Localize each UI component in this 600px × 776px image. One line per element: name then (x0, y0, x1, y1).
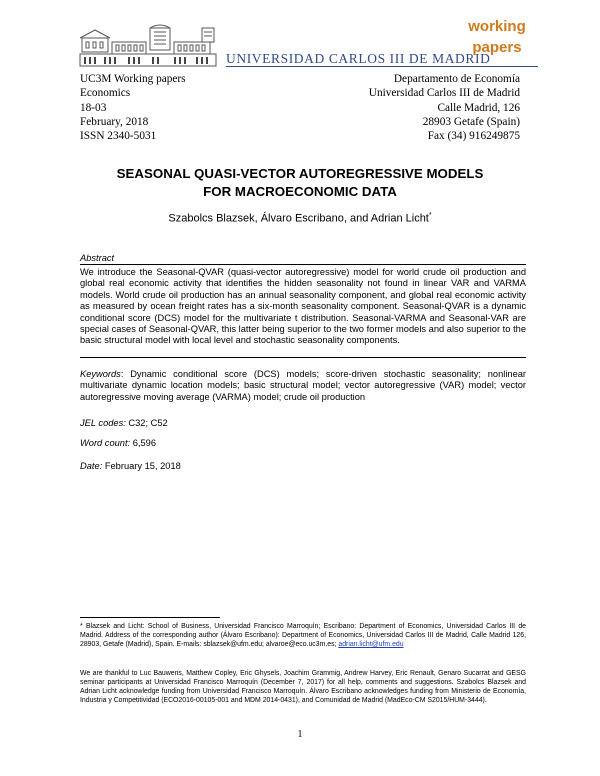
title-line-1: SEASONAL QUASI-VECTOR AUTOREGRESSIVE MODELS (116, 166, 484, 181)
abstract-text: We introduce the Seasonal-QVAR (quasi-vector autoregressive) model for world crude oil production and global real economic activity that identifies the hidden seasonality not found in linear VAR and VARMA models. World crude oil production has an annual seasonality component, and global real economic activity as measured by ocean freight rates has a six-month seasonality component. Seasonal-QVAR is a dynamic conditional score (DCS) model for the multivariate t distribution. Seasonal-VARMA and Seasonal-VAR are special cases of Seasonal-QVAR, this latter being superior to the two former models and also superior to the basic structural model with local level and stochastic seasonality components. (80, 267, 526, 346)
fax-line: Fax (34) 916249875 (427, 130, 520, 143)
jel-codes (80, 418, 168, 428)
abstract-label: Abstract (80, 253, 115, 263)
badge-line-2: papers (472, 39, 522, 56)
authors (80, 212, 520, 225)
series-date: February, 2018 (80, 115, 149, 128)
jel-value: C32; C52 (128, 418, 168, 428)
paper-title (80, 165, 520, 201)
university-logo (78, 24, 220, 68)
department-address (369, 72, 520, 143)
abstract-top-rule (80, 264, 526, 265)
page-number: 1 (297, 729, 303, 740)
working-papers-badge (466, 16, 528, 58)
series-name: UC3M Working papers (80, 73, 186, 85)
author-names: Szabolcs Blazsek, Álvaro Escribano, and Adrian Licht (168, 212, 429, 225)
university-line: Universidad Carlos III de Madrid (368, 87, 520, 100)
footnote-affiliations-text: Blazsek and Licht: School of Business, Universidad Francisco Marroquín; Escribano: Department of Economics, Universidad Carlos III de Madrid. Address of the corresponding author (Álvaro Escribano): Department of Economics, Universidad Carlos III de Madrid, Calle Madrid 126, 28903, Getafe (Madrid), Spain. E-mails: sblazsek@ufm.edu; alvaroe@eco.uc3m.es; (80, 623, 526, 648)
word-count-label: Word count: (80, 438, 131, 448)
email-link[interactable]: adrian.licht@ufm.edu (338, 641, 404, 648)
city-line: 28903 Getafe (Spain) (422, 115, 520, 128)
series-number: 18-03 (80, 101, 107, 114)
date-field (80, 461, 181, 471)
keywords: Keywords: Dynamic conditional score (DCS) models; score-driven stochastic seasonality; nonlinear multivariate dynamic location models; basic structural model; vector autoregressive (VAR) model; vector autoregressive moving average (VARMA) model; crude oil production (80, 369, 527, 402)
date-label: Date: (80, 461, 103, 471)
footnote-affiliations: * Blazsek and Licht: School of Business, Universidad Francisco Marroquín; Escribano: Department of Economics, Universidad Carlos III de Madrid. Address of the corresponding author (Álvaro Escribano): Department of Economics, Universidad Carlos III de Madrid, Calle Madrid 126, 28903, Getafe (Madrid), Spain. E-mails: sblazsek@ufm.edu; alvaroe@eco.uc3m.es; adrian.licht@ufm.edu (80, 623, 526, 648)
street-line: Calle Madrid, 126 (437, 101, 520, 114)
badge-line-1: working (468, 18, 526, 35)
author-footnote-mark: * (428, 212, 432, 219)
abstract-bottom-rule (80, 357, 526, 358)
series-issn: ISSN 2340-5031 (80, 130, 157, 143)
series-field: Economics (80, 87, 131, 100)
university-name: UNIVERSIDAD CARLOS III DE MADRID (226, 51, 491, 66)
keywords-label: Keywords (80, 369, 121, 379)
jel-label: JEL codes: (80, 418, 126, 428)
footnote-rule (80, 617, 220, 618)
keywords-text: Dynamic conditional score (DCS) models; score-driven stochastic seasonality; nonlinear multivariate dynamic location models; basic structural model; vector autoregressive (VAR) model; vector autoregressive moving average (VARMA) model; crude oil production (80, 369, 527, 402)
footnote-acknowledgements: We are thankful to Luc Bauwens, Matthew Copley, Eric Ghysels, Joachim Grammig, Andrew Harvey, Eric Renault, Genaro Sucarrat and GESG seminar participants at Universidad Francisco Marroquín (December 7, 2017) for all help, comments and suggestions. Szabolcs Blazsek and Adrian Licht acknowledge funding from Universidad Francisco Marroquín. Álvaro Escribano acknowledges funding from Ministerio de Economía, Industria y Competitividad (ECO2016-00105-001 and MDM 2014-0431), and Comunidad de Madrid (MadEco-CM S2015/HUM-3444). (80, 670, 526, 704)
word-count-value: 6,596 (132, 438, 156, 448)
date-value: February 15, 2018 (104, 461, 181, 471)
word-count (80, 438, 156, 448)
series-info (80, 72, 186, 143)
header-rule (226, 66, 538, 67)
title-line-2: FOR MACROECONOMIC DATA (203, 184, 397, 199)
department-name: Departamento de Economía (393, 73, 520, 85)
